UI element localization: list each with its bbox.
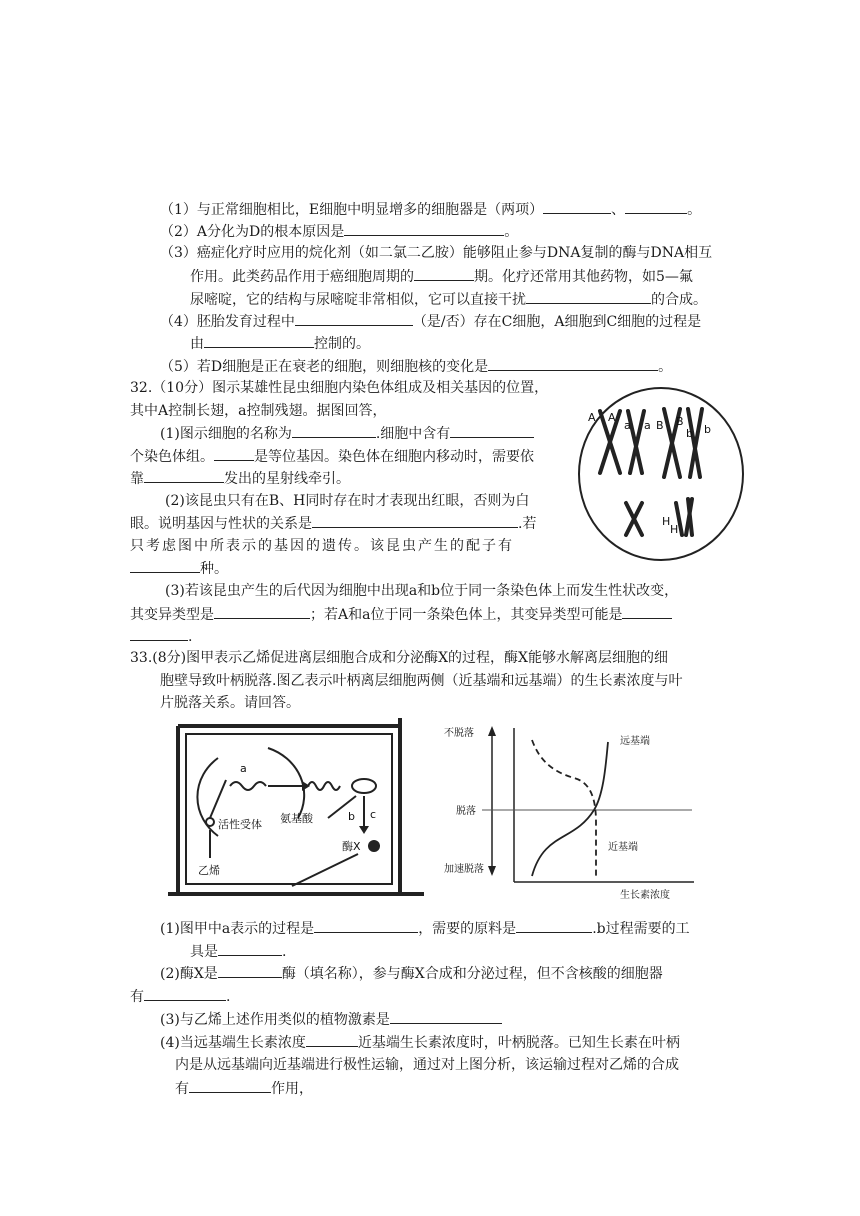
label-amino-acid: 氨基酸 [280, 812, 313, 825]
y-label-mid: 脱落 [456, 806, 476, 817]
label-far-end: 远基端 [620, 736, 650, 747]
q32-line6: (2)该昆虫只有在B、H同时存在时才表现出红眼，否则为白 [165, 493, 530, 509]
answer-blank[interactable] [543, 199, 611, 214]
q33-sub4-line1: (4)当远基端生长素浓度 近基端生长素浓度时，叶柄脱落。已知生长素在叶柄 [160, 1032, 680, 1053]
q33-sub4-line3: 有 作用， [175, 1078, 313, 1099]
cell-outline [579, 388, 743, 560]
arrow-head [302, 781, 310, 791]
label-c: c [370, 808, 377, 821]
cell-membrane [186, 734, 392, 884]
arrow [210, 780, 226, 818]
answer-blank[interactable] [390, 1009, 502, 1024]
gene-label: A [588, 411, 596, 424]
receptor-icon [206, 818, 214, 826]
gene-label: B [676, 415, 684, 428]
q33-sub2-line2: 有 . [130, 986, 230, 1007]
answer-blank[interactable] [450, 423, 534, 438]
figure-a-cell-diagram [168, 718, 424, 902]
y-label-top: 不脱落 [444, 728, 474, 739]
answer-blank[interactable] [218, 963, 282, 978]
answer-blank[interactable] [344, 221, 504, 236]
answer-blank[interactable] [414, 266, 474, 281]
y-arrow-head-up [488, 726, 496, 736]
q33-line3: 片脱落关系。请回答。 [160, 695, 300, 711]
answer-blank[interactable] [312, 513, 518, 528]
answer-blank[interactable] [314, 918, 418, 933]
answer-blank[interactable] [622, 604, 672, 619]
nuclear-envelope [268, 748, 304, 818]
answer-blank[interactable] [144, 468, 224, 483]
q32-line7: 眼。说明基因与性状的关系是 .若 [130, 513, 536, 534]
q31-part3-line3: 尿嘧啶，它的结构与尿嘧啶非常相似，它可以直接干扰 的合成。 [190, 289, 707, 310]
q31-part4-line2: 由 控制的。 [190, 333, 370, 354]
answer-blank[interactable] [130, 626, 188, 641]
label-ethylene: 乙烯 [198, 864, 220, 877]
label-b: b [348, 810, 355, 823]
q33-sub2-line1: (2)酶X是 酶（填名称），参与酶X合成和分泌过程，但不含核酸的细胞器 [160, 963, 663, 984]
answer-blank[interactable] [516, 918, 592, 933]
answer-blank[interactable] [625, 199, 687, 214]
answer-blank[interactable] [292, 423, 376, 438]
q32-line2: 其中A控制长翅，a控制残翅。据图回答， [130, 403, 387, 419]
gene-label: a [644, 419, 651, 432]
x-axis-label: 生长素浓度 [620, 890, 670, 901]
gene-label: A [608, 411, 616, 424]
label-receptor: 活性受体 [218, 818, 262, 831]
answer-blank[interactable] [295, 311, 413, 326]
q32-line5: 靠 发出的星射线牵引。 [130, 468, 350, 489]
q31-part2: （2）A分化为D的根本原因是 。 [160, 221, 518, 242]
dna-strand [230, 782, 266, 790]
answer-blank[interactable] [488, 356, 658, 371]
chromosome-figure [576, 385, 746, 563]
figure-b-chart [444, 722, 724, 902]
answer-blank[interactable] [306, 1032, 358, 1047]
far-end-curve [532, 742, 608, 876]
arrow-head [359, 826, 369, 834]
answer-blank[interactable] [526, 289, 651, 304]
label-enzyme-x: 酶X [342, 840, 361, 853]
q32-line1: 32.（10分）图示某雄性昆虫细胞内染色体组成及相关基因的位置， [130, 380, 549, 396]
mrna-strand [308, 782, 340, 790]
enzyme-x-blob [368, 840, 380, 852]
y-arrow-head-down [488, 866, 496, 876]
answer-blank[interactable] [130, 558, 200, 573]
gene-label: b [686, 427, 693, 440]
ribosome [352, 779, 376, 793]
arrow [292, 854, 358, 886]
gene-label: H [662, 515, 671, 528]
gene-label: a [624, 419, 631, 432]
answer-blank[interactable] [144, 986, 226, 1001]
q31-part3-line1: （3）癌症化疗时应用的烷化剂（如二氯二乙胺）能够阻止参与DNA复制的酶与DNA相互 [160, 245, 713, 261]
q32-line3: (1)图示细胞的名称为 .细胞中含有 [160, 423, 534, 444]
q32-line10: (3)若该昆虫产生的后代因为细胞中出现a和b位于同一条染色体上而发生性状改变， [165, 583, 679, 599]
gene-label: H [670, 523, 679, 536]
q31-part1: （1）与正常细胞相比，E细胞中明显增多的细胞器是（两项） 、 。 [160, 199, 701, 220]
label-near-end: 近基端 [608, 842, 638, 853]
q33-line2: 胞壁导致叶柄脱落.图乙表示叶柄离层细胞两侧（近基端和远基端）的生长素浓度与叶 [160, 673, 683, 689]
q33-sub1-line1: (1)图甲中a表示的过程是 ，需要的原料是 .b过程需要的工 [160, 918, 690, 939]
gene-label: B [656, 419, 664, 432]
label-a: a [240, 762, 247, 775]
q31-part4-line1: （4）胚胎发育过程中 （是/否）存在C细胞，A细胞到C细胞的过程是 [160, 311, 701, 332]
answer-blank[interactable] [189, 1078, 271, 1093]
answer-blank[interactable] [204, 333, 314, 348]
q33-sub1-line2: 具是 . [190, 941, 286, 962]
q32-line8: 只考虑图中所表示的基因的遗传。该昆虫产生的配子有 [130, 538, 514, 554]
q31-part3-line2: 作用。此类药品作用于癌细胞周期的 期。化疗还常用其他药物，如5—氟 [190, 266, 693, 287]
q32-line11: 其变异类型是 ；若A和a位于同一条染色体上，其变异类型可能是 [130, 604, 672, 625]
q33-line1: 33.(8分)图甲表示乙烯促进离层细胞合成和分泌酶X的过程，酶X能够水解离层细胞的细 [130, 650, 669, 666]
q32-line12: . [130, 626, 192, 647]
gene-label: b [704, 423, 711, 436]
answer-blank[interactable] [214, 604, 310, 619]
y-label-bottom: 加速脱落 [444, 864, 484, 875]
q33-sub4-line2: 内是从远基端向近基端进行极性运输，通过对上图分析，该运输过程对乙烯的合成 [175, 1057, 679, 1073]
q32-line4: 个染色体组。 是等位基因。染色体在细胞内移动时，需要依 [130, 446, 534, 467]
q33-sub3: (3)与乙烯上述作用类似的植物激素是 [160, 1009, 502, 1030]
q32-line9: 种。 [130, 558, 228, 579]
answer-blank[interactable] [214, 446, 254, 461]
q31-part5: （5）若D细胞是正在衰老的细胞，则细胞核的变化是 。 [160, 356, 672, 377]
answer-blank[interactable] [218, 941, 282, 956]
near-end-curve [532, 740, 596, 878]
